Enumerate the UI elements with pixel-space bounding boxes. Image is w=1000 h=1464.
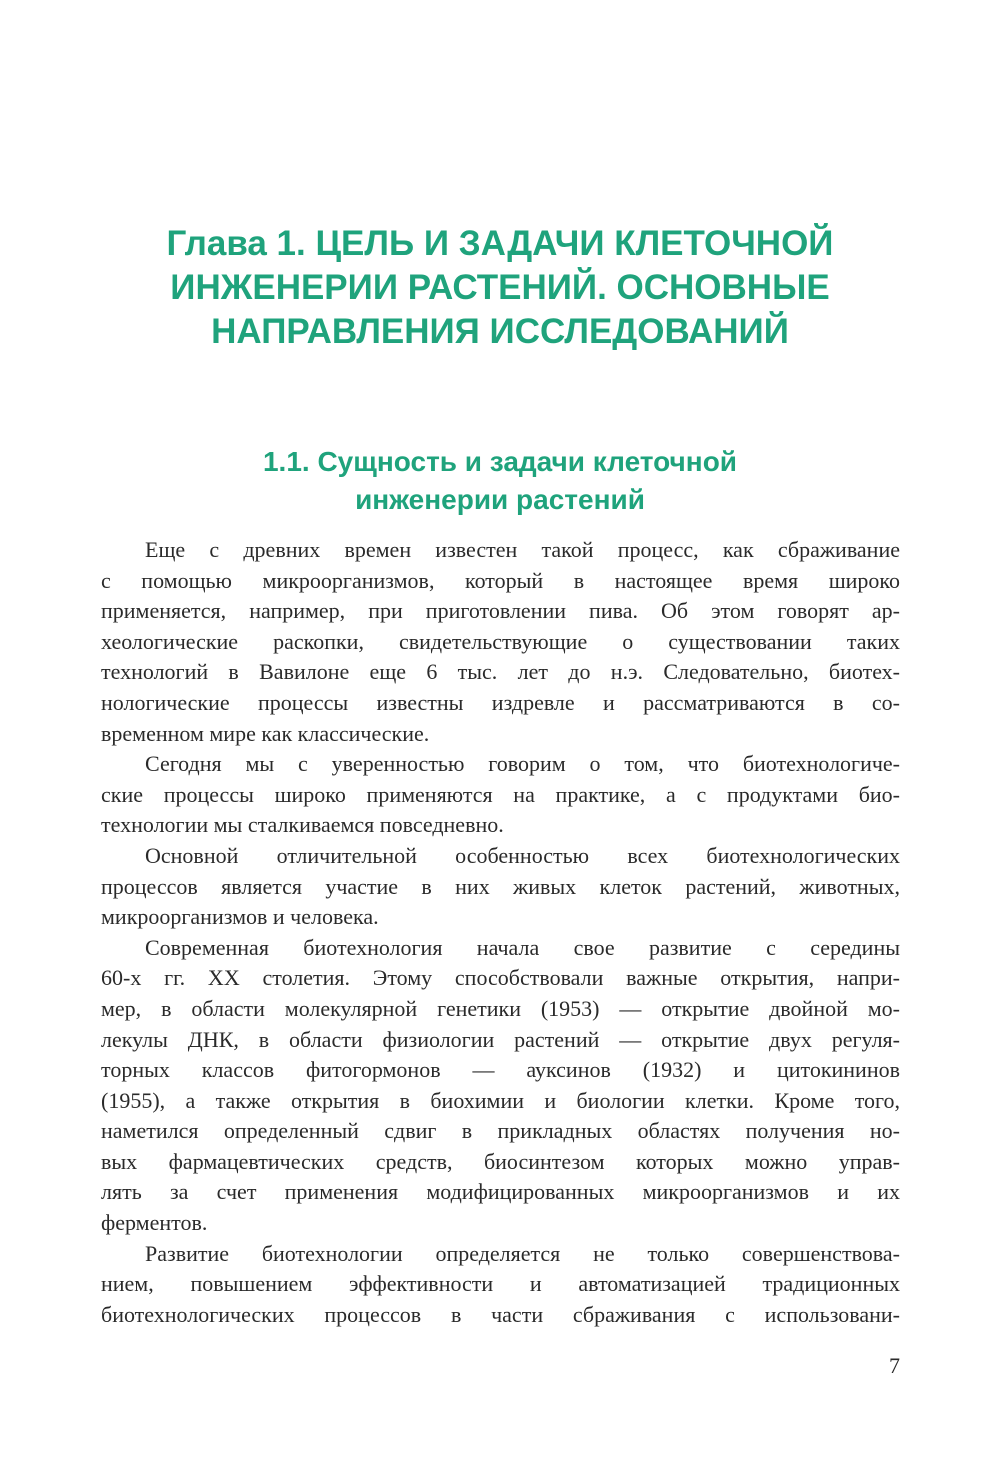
text-line: Еще с древних времен известен такой процесс, как сбраживание [145,537,900,562]
text-line: мер, в области молекулярной генетики (1953) — открытие двойной мо- [101,995,900,1021]
text-line: торных классов фитогормонов — ауксинов (1932) и цитокининов [101,1057,900,1083]
body-text [101,535,900,1330]
text-line: процессов является участие в них живых клеток растений, животных, [101,873,900,899]
chapter-title-line: НАПРАВЛЕНИЯ ИССЛЕДОВАНИЙ [211,312,789,351]
text-line: Современная биотехнология начала свое развитие с середины [145,934,900,960]
text-line: лять за счет применения модифицированных микроорганизмов и их [101,1179,900,1205]
text-line: биотехнологических процессов в части сбраживания с использовани- [101,1301,900,1327]
section-title-line: инженерии растений [355,484,645,515]
section-title-line: 1.1. Сущность и задачи клеточной [262,446,738,477]
text-line: вых фармацевтических средств, биосинтезом которых можно управ- [101,1148,900,1174]
text-line: наметился определенный сдвиг в прикладных областях получения но- [101,1118,900,1144]
chapter-title [100,222,900,354]
text-line: применяется, например, при приготовлении пива. Об этом говорят ар- [101,598,900,624]
text-line: хеологические раскопки, свидетельствующие о существовании таких [101,628,900,654]
text-line: с помощью микроорганизмов, который в настоящее время широко [101,567,900,593]
text-line: временном мире как классические. [101,720,430,746]
text-line: ферментов. [101,1210,208,1236]
text-line: Основной отличительной особенностью всех биотехнологических [145,842,900,868]
section-title [100,443,900,519]
text-line: микроорганизмов и человека. [101,904,379,930]
text-line: нием, повышением эффективности и автоматизацией традиционных [101,1271,900,1297]
chapter-title-line: Глава 1. ЦЕЛЬ И ЗАДАЧИ КЛЕТОЧНОЙ [166,224,834,263]
text-line: нологические процессы известны издревле и рассматриваются в со- [101,689,900,715]
text-line: технологии мы сталкиваемся повседневно. [101,812,504,838]
text-line: технологий в Вавилоне еще 6 тыс. лет до н.э. Следовательно, биотех- [101,659,900,685]
page-number: 7 [889,1353,900,1378]
text-line: 60-х гг. XX столетия. Этому способствовали важные открытия, напри- [101,965,900,991]
text-line: (1955), а также открытия в биохимии и биологии клетки. Кроме того, [101,1087,900,1113]
text-line: Развитие биотехнологии определяется не только совершенствова- [145,1240,900,1266]
text-line: ские процессы широко применяются на практике, а с продуктами био- [101,781,900,807]
text-line: Сегодня мы с уверенностью говорим о том, что биотехнологиче- [145,751,900,777]
chapter-title-line: ИНЖЕНЕРИИ РАСТЕНИЙ. ОСНОВНЫЕ [170,268,830,307]
text-line: лекулы ДНК, в области физиологии растений — открытие двух регуля- [101,1026,900,1052]
